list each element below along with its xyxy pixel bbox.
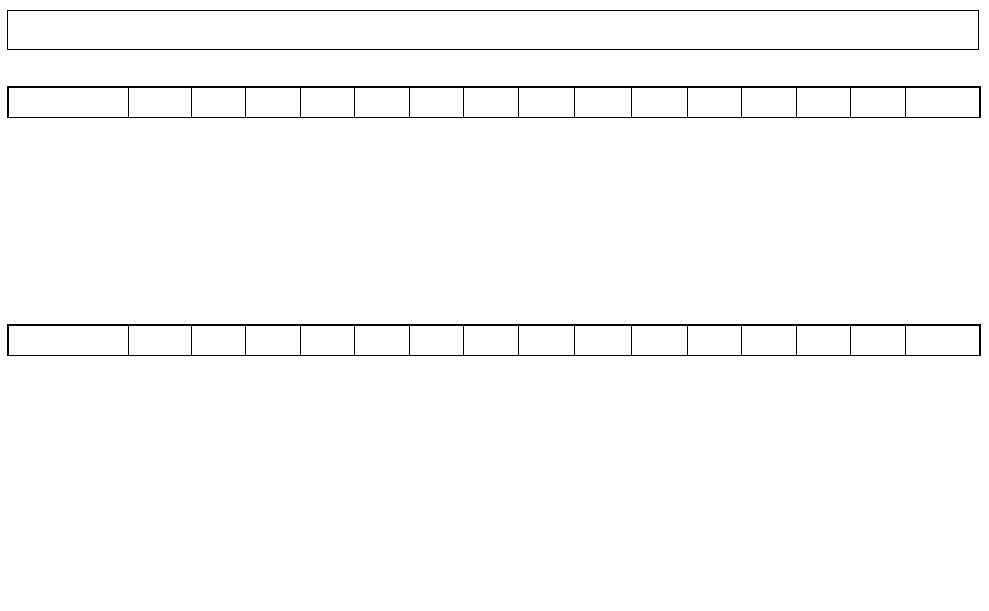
- col-header: [631, 325, 687, 355]
- col-header: [464, 325, 518, 355]
- col-header: [518, 325, 574, 355]
- col-header: [355, 325, 409, 355]
- header-corner: [8, 87, 129, 117]
- col-header: [796, 87, 850, 117]
- header-corner: [8, 325, 129, 355]
- table-header-row: [8, 87, 980, 117]
- col-header: [129, 325, 192, 355]
- col-header-total: [905, 87, 980, 117]
- col-header: [851, 325, 905, 355]
- col-header: [575, 325, 631, 355]
- page-title: [7, 10, 979, 50]
- col-header: [575, 87, 631, 117]
- col-header: [796, 325, 850, 355]
- col-header: [300, 325, 354, 355]
- col-header: [191, 87, 245, 117]
- col-header: [409, 87, 463, 117]
- col-header: [464, 87, 518, 117]
- col-header: [742, 325, 796, 355]
- col-header: [518, 87, 574, 117]
- col-header: [246, 325, 300, 355]
- table-header-row: [8, 325, 980, 355]
- col-header: [687, 325, 741, 355]
- col-header-total: [905, 325, 980, 355]
- col-header: [191, 325, 245, 355]
- col-header: [300, 87, 354, 117]
- col-header: [409, 325, 463, 355]
- col-header: [742, 87, 796, 117]
- housing-support-table: [7, 86, 981, 118]
- col-header: [246, 87, 300, 117]
- building-support-table: [7, 324, 981, 356]
- col-header: [631, 87, 687, 117]
- col-header: [851, 87, 905, 117]
- col-header: [129, 87, 192, 117]
- col-header: [355, 87, 409, 117]
- col-header: [687, 87, 741, 117]
